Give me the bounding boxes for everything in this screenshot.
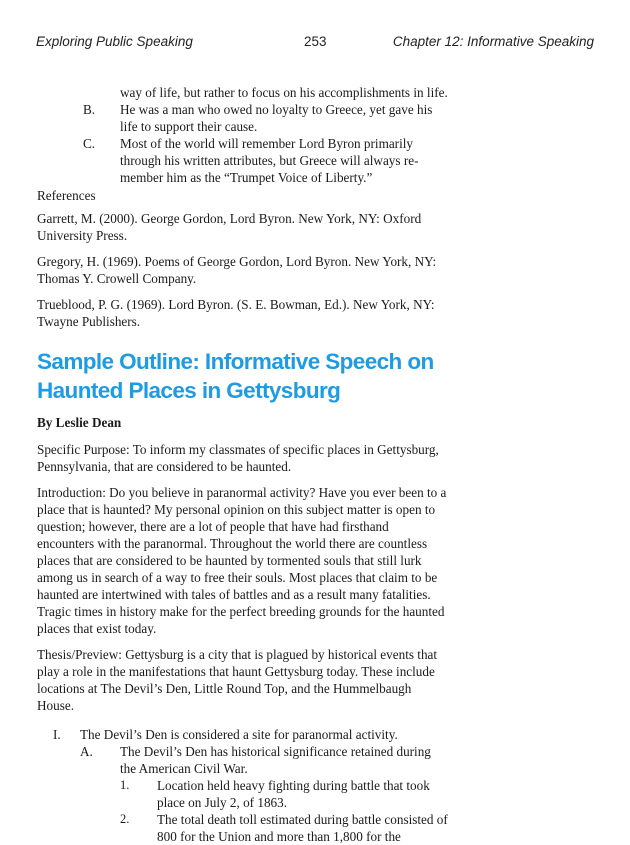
reference-entry: Garrett, M. (2000). George Gordon, Lord Byron. New York, NY: Oxford University Press. xyxy=(37,211,422,243)
continued-outline-text: way of life, but rather to focus on his accomplishments in life. xyxy=(120,85,448,100)
outline-text: Location held heavy fighting during battle that took place on July 2, of 1863. xyxy=(157,778,430,810)
reference-entry: Gregory, H. (1969). Poems of George Gordon, Lord Byron. New York, NY: Thomas Y. Crowell Company. xyxy=(37,254,437,286)
outline-marker: 1. xyxy=(120,778,130,792)
outline-item-c xyxy=(83,135,449,186)
speech-outline xyxy=(37,726,449,845)
outline-text: The total death toll estimated during battle consisted of 800 for the Union and more than 1,800 for the xyxy=(157,812,448,844)
outline-marker: 2. xyxy=(120,812,130,826)
outline-marker: C. xyxy=(83,136,96,151)
references-heading: References xyxy=(37,188,96,203)
running-head-book-title: Exploring Public Speaking xyxy=(36,34,193,49)
outline-item-i xyxy=(53,726,449,743)
reference-entry: Trueblood, P. G. (1969). Lord Byron. (S. E. Bowman, Ed.). New York, NY: Twayne Publishers. xyxy=(37,297,435,329)
outline-marker: I. xyxy=(53,727,61,742)
specific-purpose-paragraph: Specific Purpose: To inform my classmates of specific places in Gettysburg, Pennsylvania, that are considered to be haunted. xyxy=(37,442,439,474)
running-head-chapter: Chapter 12: Informative Speaking xyxy=(392,34,594,49)
outline-text: The Devil’s Den is considered a site for paranormal activity. xyxy=(80,727,398,742)
outline-item-2 xyxy=(120,811,449,845)
author-byline: By Leslie Dean xyxy=(37,415,122,430)
outline-item-b xyxy=(83,101,449,135)
page-number: 253 xyxy=(304,34,327,49)
outline-text: He was a man who owed no loyalty to Greece, yet gave his life to support their cause. xyxy=(120,102,433,134)
page-header xyxy=(36,34,594,54)
outline-text: The Devil’s Den has historical significance retained during the American Civil War. xyxy=(120,744,431,776)
outline-item-1 xyxy=(120,777,449,811)
outline-text: Most of the world will remember Lord Byron primarily through his written attributes, but Greece will always remember him as the “Trumpet Voice of Liberty.” xyxy=(120,136,419,185)
outline-marker: A. xyxy=(80,744,93,759)
outline-item-a xyxy=(80,743,449,777)
section-title: Sample Outline: Informative Speech on Haunted Places in Gettysburg xyxy=(37,349,434,403)
thesis-paragraph: Thesis/Preview: Gettysburg is a city that is plagued by historical events that play a role in the manifestations that haunt Gettysburg today. These include locations at The Devil’s Den, Little Round Top, and the Hummelbaugh House. xyxy=(37,647,438,713)
outline-marker: B. xyxy=(83,102,96,117)
introduction-paragraph: Introduction: Do you believe in paranormal activity? Have you ever been to a place that is haunted? My personal opinion on this subject matter is open to question; however, there are a lot of people that have had firsthand encounters with the paranormal. Throughout the world there are countless places that are considered to be haunted by tormented souls that still lurk among us in search of a way to free their souls. Most places that claim to be haunted are intertwined with tales of battles and as a result many fatalities. Tragic times in history make for the perfect breeding grounds for the haunted places that exist today. xyxy=(37,485,447,636)
page-body xyxy=(37,84,449,845)
